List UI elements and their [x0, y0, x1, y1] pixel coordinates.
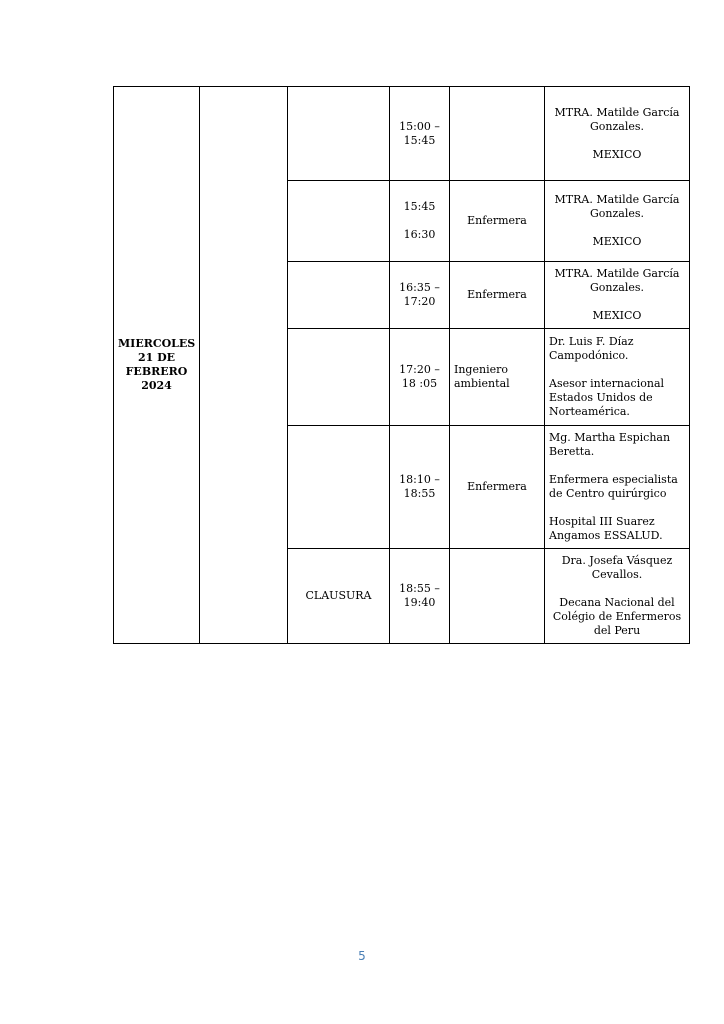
- time-cell: [390, 262, 450, 329]
- text-line: Angamos ESSALUD.: [549, 529, 663, 542]
- speaker-cell: [545, 549, 690, 644]
- speaker-cell: [545, 426, 690, 549]
- table-row: [114, 87, 690, 181]
- time-cell: [390, 426, 450, 549]
- text-line: [549, 134, 685, 148]
- text-line: MEXICO: [592, 147, 642, 161]
- profession-cell: [450, 549, 545, 644]
- schedule-table: [113, 86, 690, 644]
- text-line: 19:40: [403, 596, 436, 609]
- text-line: Dr. Luis F. Díaz: [549, 335, 634, 348]
- text-line: MTRA. Matilde García: [554, 105, 680, 119]
- activity-cell: [288, 87, 390, 181]
- profession-cell: Enfermera: [450, 426, 545, 549]
- text-line: Estados Unidos de: [549, 391, 653, 404]
- text-line: 18:55: [403, 487, 436, 500]
- text-line: Gonzales.: [589, 281, 645, 294]
- text-line: 18 :05: [401, 377, 438, 390]
- text-line: Campodónico.: [549, 349, 629, 362]
- activity-cell: CLAUSURA: [288, 549, 390, 644]
- text-line: Asesor internacional: [549, 377, 665, 390]
- text-line: [549, 295, 685, 309]
- text-line: Mg. Martha Espichan: [549, 431, 671, 444]
- text-line: 2024: [141, 379, 172, 392]
- time-cell: [390, 181, 450, 262]
- speaker-cell: [545, 262, 690, 329]
- text-line: MTRA. Matilde García: [554, 267, 680, 280]
- profession-cell: Enfermera: [450, 181, 545, 262]
- text-line: MEXICO: [592, 309, 642, 322]
- text-line: Enfermera especialista: [549, 473, 678, 486]
- speaker-cell: [545, 329, 690, 426]
- page-number: 5: [358, 949, 366, 963]
- text-line: [549, 363, 685, 377]
- speaker-cell: [545, 181, 690, 262]
- text-line: Gonzales.: [589, 207, 645, 220]
- profession-cell: Ingeniero ambiental: [450, 329, 545, 426]
- activity-cell: [288, 329, 390, 426]
- text-line: 16:30: [403, 228, 436, 241]
- text-line: 15:00 –: [399, 119, 440, 133]
- date-cell: [114, 87, 200, 644]
- text-line: Cevallos.: [591, 568, 643, 581]
- text-line: MTRA. Matilde García: [554, 193, 680, 206]
- text-line: FEBRERO: [125, 365, 188, 378]
- activity-cell: [288, 262, 390, 329]
- text-line: MEXICO: [592, 235, 642, 248]
- text-line: 15:45: [403, 133, 436, 147]
- activity-cell: [288, 181, 390, 262]
- text-line: 15:45: [403, 200, 436, 213]
- text-line: [549, 221, 685, 235]
- text-line: Colégio de Enfermeros: [552, 610, 682, 623]
- profession-cell: [450, 87, 545, 181]
- text-line: 18:55 –: [399, 582, 440, 595]
- text-line: 18:10 –: [399, 473, 440, 486]
- text-line: [549, 501, 685, 515]
- text-line: [549, 459, 685, 473]
- time-cell: [390, 87, 450, 181]
- text-line: 17:20: [403, 295, 436, 308]
- text-line: [549, 582, 685, 596]
- text-line: Beretta.: [549, 445, 595, 458]
- text-line: Decana Nacional del: [559, 596, 675, 609]
- text-line: [394, 214, 445, 228]
- text-line: Hospital III Suarez: [549, 515, 655, 528]
- text-line: Norteamérica.: [549, 405, 630, 418]
- time-cell: [390, 329, 450, 426]
- text-line: 17:20 –: [399, 363, 440, 376]
- text-line: Dra. Josefa Vásquez: [561, 554, 673, 567]
- speaker-cell: [545, 87, 690, 181]
- time-cell: [390, 549, 450, 644]
- blank-column-cell: [200, 87, 288, 644]
- text-line: Gonzales.: [589, 119, 645, 133]
- text-line: 16:35 –: [399, 281, 440, 294]
- text-line: del Peru: [593, 624, 641, 637]
- text-line: de Centro quirúrgico: [549, 487, 667, 500]
- profession-cell: Enfermera: [450, 262, 545, 329]
- activity-cell: [288, 426, 390, 549]
- text-line: MIERCOLES: [118, 337, 196, 350]
- text-line: 21 DE: [137, 351, 176, 364]
